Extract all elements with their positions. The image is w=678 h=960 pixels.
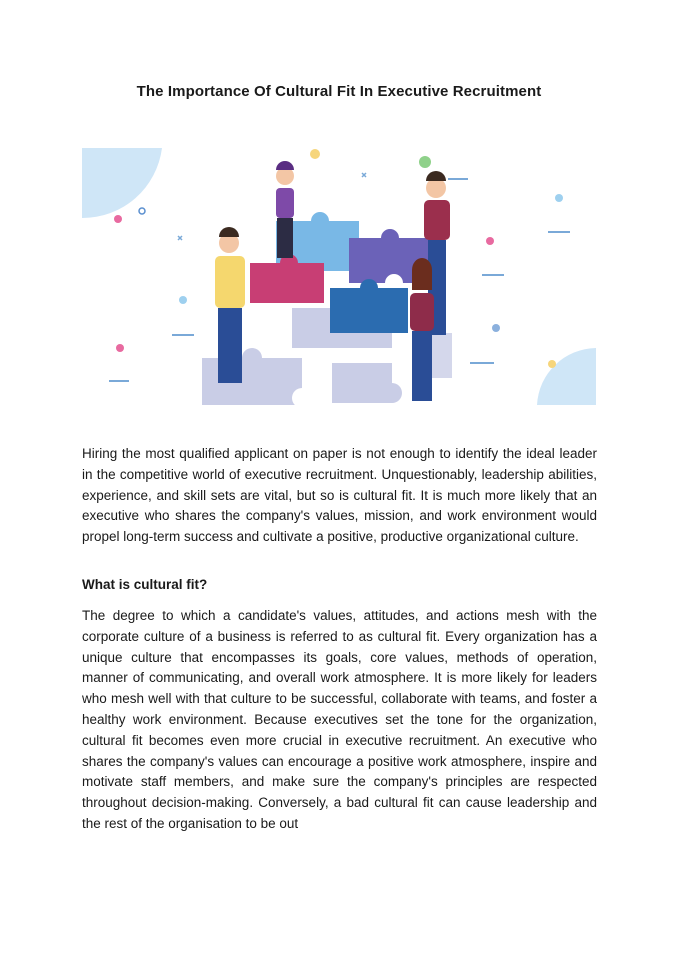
cultural-fit-paragraph: The degree to which a candidate's values, attitudes, and actions mesh with the corporate culture of a business is referred to as cultural fit. Every organization has a unique culture that encompasses its goals, core values, methods of operation, manner of communicating, and overall work atmosphere. It is more likely for leaders who mesh well with that culture to be successful, collaborate with teams, and foster a healthy work environment. Because executives set the tone for the organization, cultural fit becomes even more crucial in executive recruitment. An executive who shares the company's values can encourage a positive work atmosphere, inspire and motivate staff members, and make sure the company's principles are respected throughout decision-making. Conversely, a bad cultural fit can cause leadership and the rest of the organisation to be out: [82, 608, 597, 831]
section-heading: What is cultural fit?: [82, 577, 208, 592]
team-puzzle-illustration: [82, 148, 596, 405]
document-title: The Importance Of Cultural Fit In Executive Recruitment: [136, 83, 542, 100]
puzzle-illustration-icon: [82, 148, 596, 405]
intro-paragraph: Hiring the most qualified applicant on paper is not enough to identify the ideal leader in the competitive world of executive recruitment. Unquestionably, leadership abilities, experience, and skill sets are vital, but so is cultural fit. It is much more likely that an executive who shares the company's values, mission, and work environment would propel long-term success and cultivate a positive, productive organizational culture.: [82, 446, 597, 545]
